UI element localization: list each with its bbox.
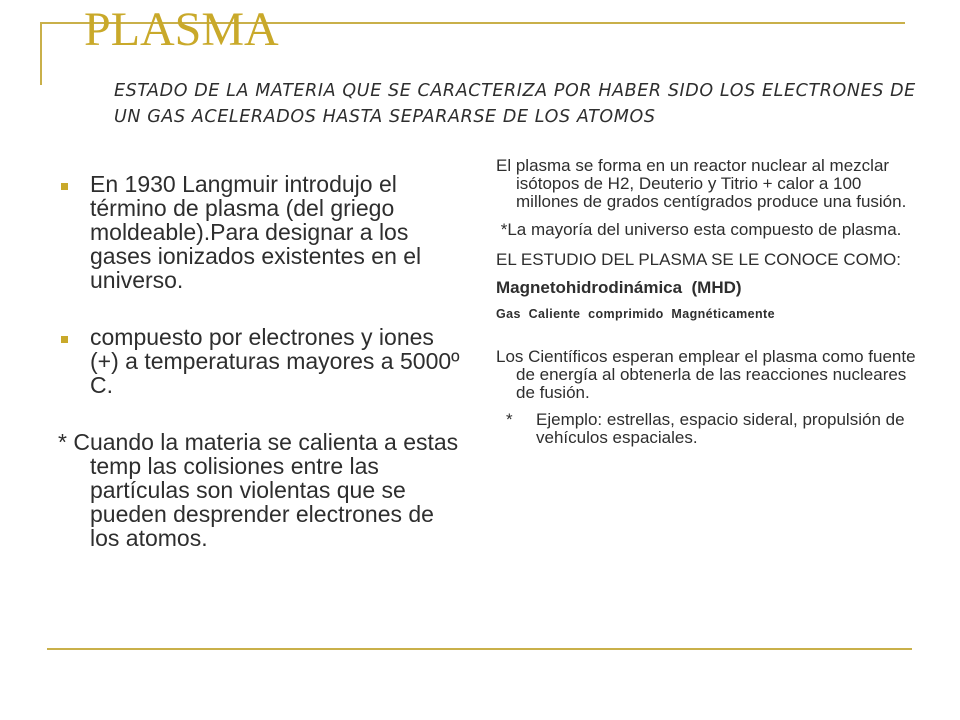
right-paragraph-scientists: Los Científicos esperan emplear el plasma como fuente de energía al obtenerla de las reacciones nucleares de fusión. (496, 347, 916, 402)
example-row (496, 411, 916, 447)
left-paragraph: * Cuando la materia se calienta a estas temp las colisiones entre las partículas son violentas que se pueden desprender electrones de los atomos. (58, 429, 459, 551)
left-column (58, 172, 468, 550)
square-bullet-icon (61, 183, 68, 190)
left-rule (40, 22, 42, 85)
right-paragraph-universe: *La mayoría del universo esta compuesto de plasma. (496, 220, 902, 239)
right-paragraph-study: EL ESTUDIO DEL PLASMA SE LE CONOCE COMO: (496, 250, 901, 269)
bullet-item (58, 325, 468, 397)
bullet-item (58, 172, 468, 292)
right-paragraph-reactor: El plasma se forma en un reactor nuclear al mezclar isótopos de H2, Deuterio y Titrio + calor a 100 millones de grados centígrados produce una fusión. (496, 156, 907, 211)
square-bullet-icon (61, 336, 68, 343)
bullet-text: En 1930 Langmuir introdujo el término de plasma (del griego moldeable).Para designar a los gases ionizados existentes en el universo. (90, 171, 422, 293)
mhd-definition: Gas Caliente comprimido Magnéticamente (496, 307, 775, 321)
right-column (496, 157, 916, 447)
slide-title: PLASMA (84, 3, 279, 56)
bottom-rule (47, 648, 912, 650)
slide-subtitle: ESTADO DE LA MATERIA QUE SE CARACTERIZA POR HABER SIDO LOS ELECTRONES DE UN GAS ACELERADOS HASTA SEPARARSE DE LOS ATOMOS (114, 81, 916, 127)
asterisk-marker: * (506, 410, 513, 429)
mhd-term: Magnetohidrodinámica (MHD) (496, 278, 742, 297)
bullet-text: compuesto por electrones y iones (+) a temperaturas mayores a 5000º C. (90, 324, 460, 398)
example-text: Ejemplo: estrellas, espacio sideral, propulsión de vehículos espaciales. (536, 410, 905, 447)
